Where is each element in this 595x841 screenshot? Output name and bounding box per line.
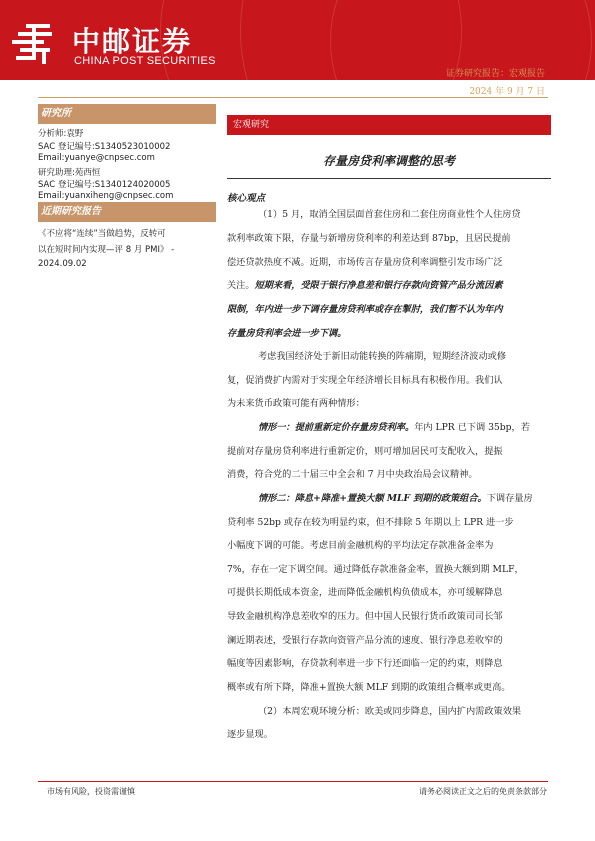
key-view-bold: 限制，年内进一步下调存量房贷利率或存在掣肘，我们暂不认为年内 [227, 304, 503, 315]
analyst-email-link[interactable]: Email:yuanxiheng@cnpsec.com [38, 191, 174, 201]
analyst-info-line: 分析师:袁野 [38, 129, 84, 139]
body-line: 消费，符合党的二十届三中全会和 7 月中央政治局会议精神。 [227, 469, 478, 480]
company-name-cn: 中邮证券 [72, 25, 193, 58]
header-divider [38, 97, 548, 98]
body-line: 可提供长期低成本资金，进而降低金融机构负债成本，亦可缓解降息 [227, 587, 503, 598]
column-banner: 宏观研究 [227, 115, 551, 135]
body-line: 导致金融机构净息差收窄的压力。但中国人民银行货币政策司司长邹 [227, 611, 503, 622]
body-line: 概率或有所下降，降准+置换大额 MLF 到期的政策组合概率或更高。 [227, 682, 511, 693]
research-institute-heading: 研究所 [38, 104, 216, 124]
body-line: （1）5 月，取消全国层面首套住房和二套住房商业性个人住房贷 [258, 209, 521, 220]
analyst-email-link[interactable]: Email:yuanye@cnpsec.com [38, 153, 155, 163]
body-line: 小幅度下调的可能。考虑目前金融机构的平均法定存款准备金率为 [227, 540, 494, 551]
analyst-info-line: SAC 登记编号:S1340124020005 [38, 180, 171, 190]
scenario-one-heading: 情形一：提前重新定价存量房贷利率。 [258, 422, 415, 433]
key-view-bold: 存量房贷利率会进一步下调。 [227, 328, 347, 339]
body-line: 偿还贷款热度不减。近期，市场传言存量房贷利率调整引发市场广泛 [227, 257, 503, 268]
body-line: （2）本周宏观环境分析：欧美或同步降息，国内扩内需政策效果 [258, 706, 522, 717]
body-line: 7%，存在一定下调空间。通过降低存款准备金率，置换大额到期 MLF， [227, 564, 524, 575]
report-type: 证券研究报告：宏观报告 [445, 69, 545, 79]
report-title: 存量房贷利率调整的思考 [322, 154, 455, 168]
body-text: 年内 LPR 已下调 35bp，若 [414, 422, 530, 433]
report-date: 2024 年 9 月 7 日 [469, 87, 545, 97]
body-line: 逐步显现。 [227, 729, 273, 740]
body-line: 澜近期表述，受银行存款向资管产品分流的速度、银行净息差收窄的 [227, 635, 503, 646]
recent-report-link[interactable]: 以在短时间内实现—评 8 月 PMI》 - [38, 245, 175, 255]
recent-report-date: 2024.09.02 [38, 259, 87, 269]
title-divider [227, 178, 551, 179]
body-line: 提前对存量房贷利率进行重新定价，则可增加居民可支配收入，提振 [227, 446, 503, 457]
footer-divider [38, 781, 548, 782]
analyst-info-line: SAC 登记编号:S1340523010002 [38, 142, 171, 152]
body-line: 幅度等因素影响，存贷款利率进一步下行还面临一定的约束，则降息 [227, 658, 503, 669]
body-text: 下调存量房 [486, 493, 533, 504]
scenario-two-line [258, 490, 533, 504]
china-post-logo-icon [12, 22, 58, 66]
body-line: 款利率政策下限，存量与新增房贷利率的利差达到 87bp，且居民提前 [227, 233, 511, 244]
body-line [227, 277, 503, 291]
risk-disclaimer: 市场有风险，投资需谨慎 [47, 787, 135, 796]
body-line: 贷利率 52bp 或存在较为明显约束，但不排除 5 年期以上 LPR 进一步 [227, 517, 514, 528]
company-name-en: CHINA POST SECURITIES [74, 55, 216, 67]
disclaimer-notice: 请务必阅读正文之后的免责条款部分 [419, 787, 547, 796]
section-heading: 核心观点 [227, 193, 266, 204]
recent-reports-heading: 近期研究报告 [38, 202, 216, 222]
body-line: 考虑我国经济处于新旧动能转换的阵痛期，短期经济波动或修 [258, 351, 507, 362]
body-text: 关注。 [227, 280, 255, 291]
body-line: 复，促消费扩内需对于实现全年经济增长目标具有积极作用。我们认 [227, 375, 503, 386]
scenario-one-line [258, 419, 530, 433]
recent-report-link[interactable]: 《不应将“连续”当做趋势，反转可 [38, 229, 166, 239]
scenario-two-heading: 情形二：降息+降准+置换大额 MLF 到期的政策组合。 [258, 493, 487, 504]
key-view-bold: 短期来看，受限于银行净息差和银行存款向资管产品分流因素 [254, 280, 503, 291]
analyst-info-line: 研究助理:苑西恒 [38, 168, 101, 178]
body-line: 为未来货币政策可能有两种情形： [227, 398, 365, 409]
